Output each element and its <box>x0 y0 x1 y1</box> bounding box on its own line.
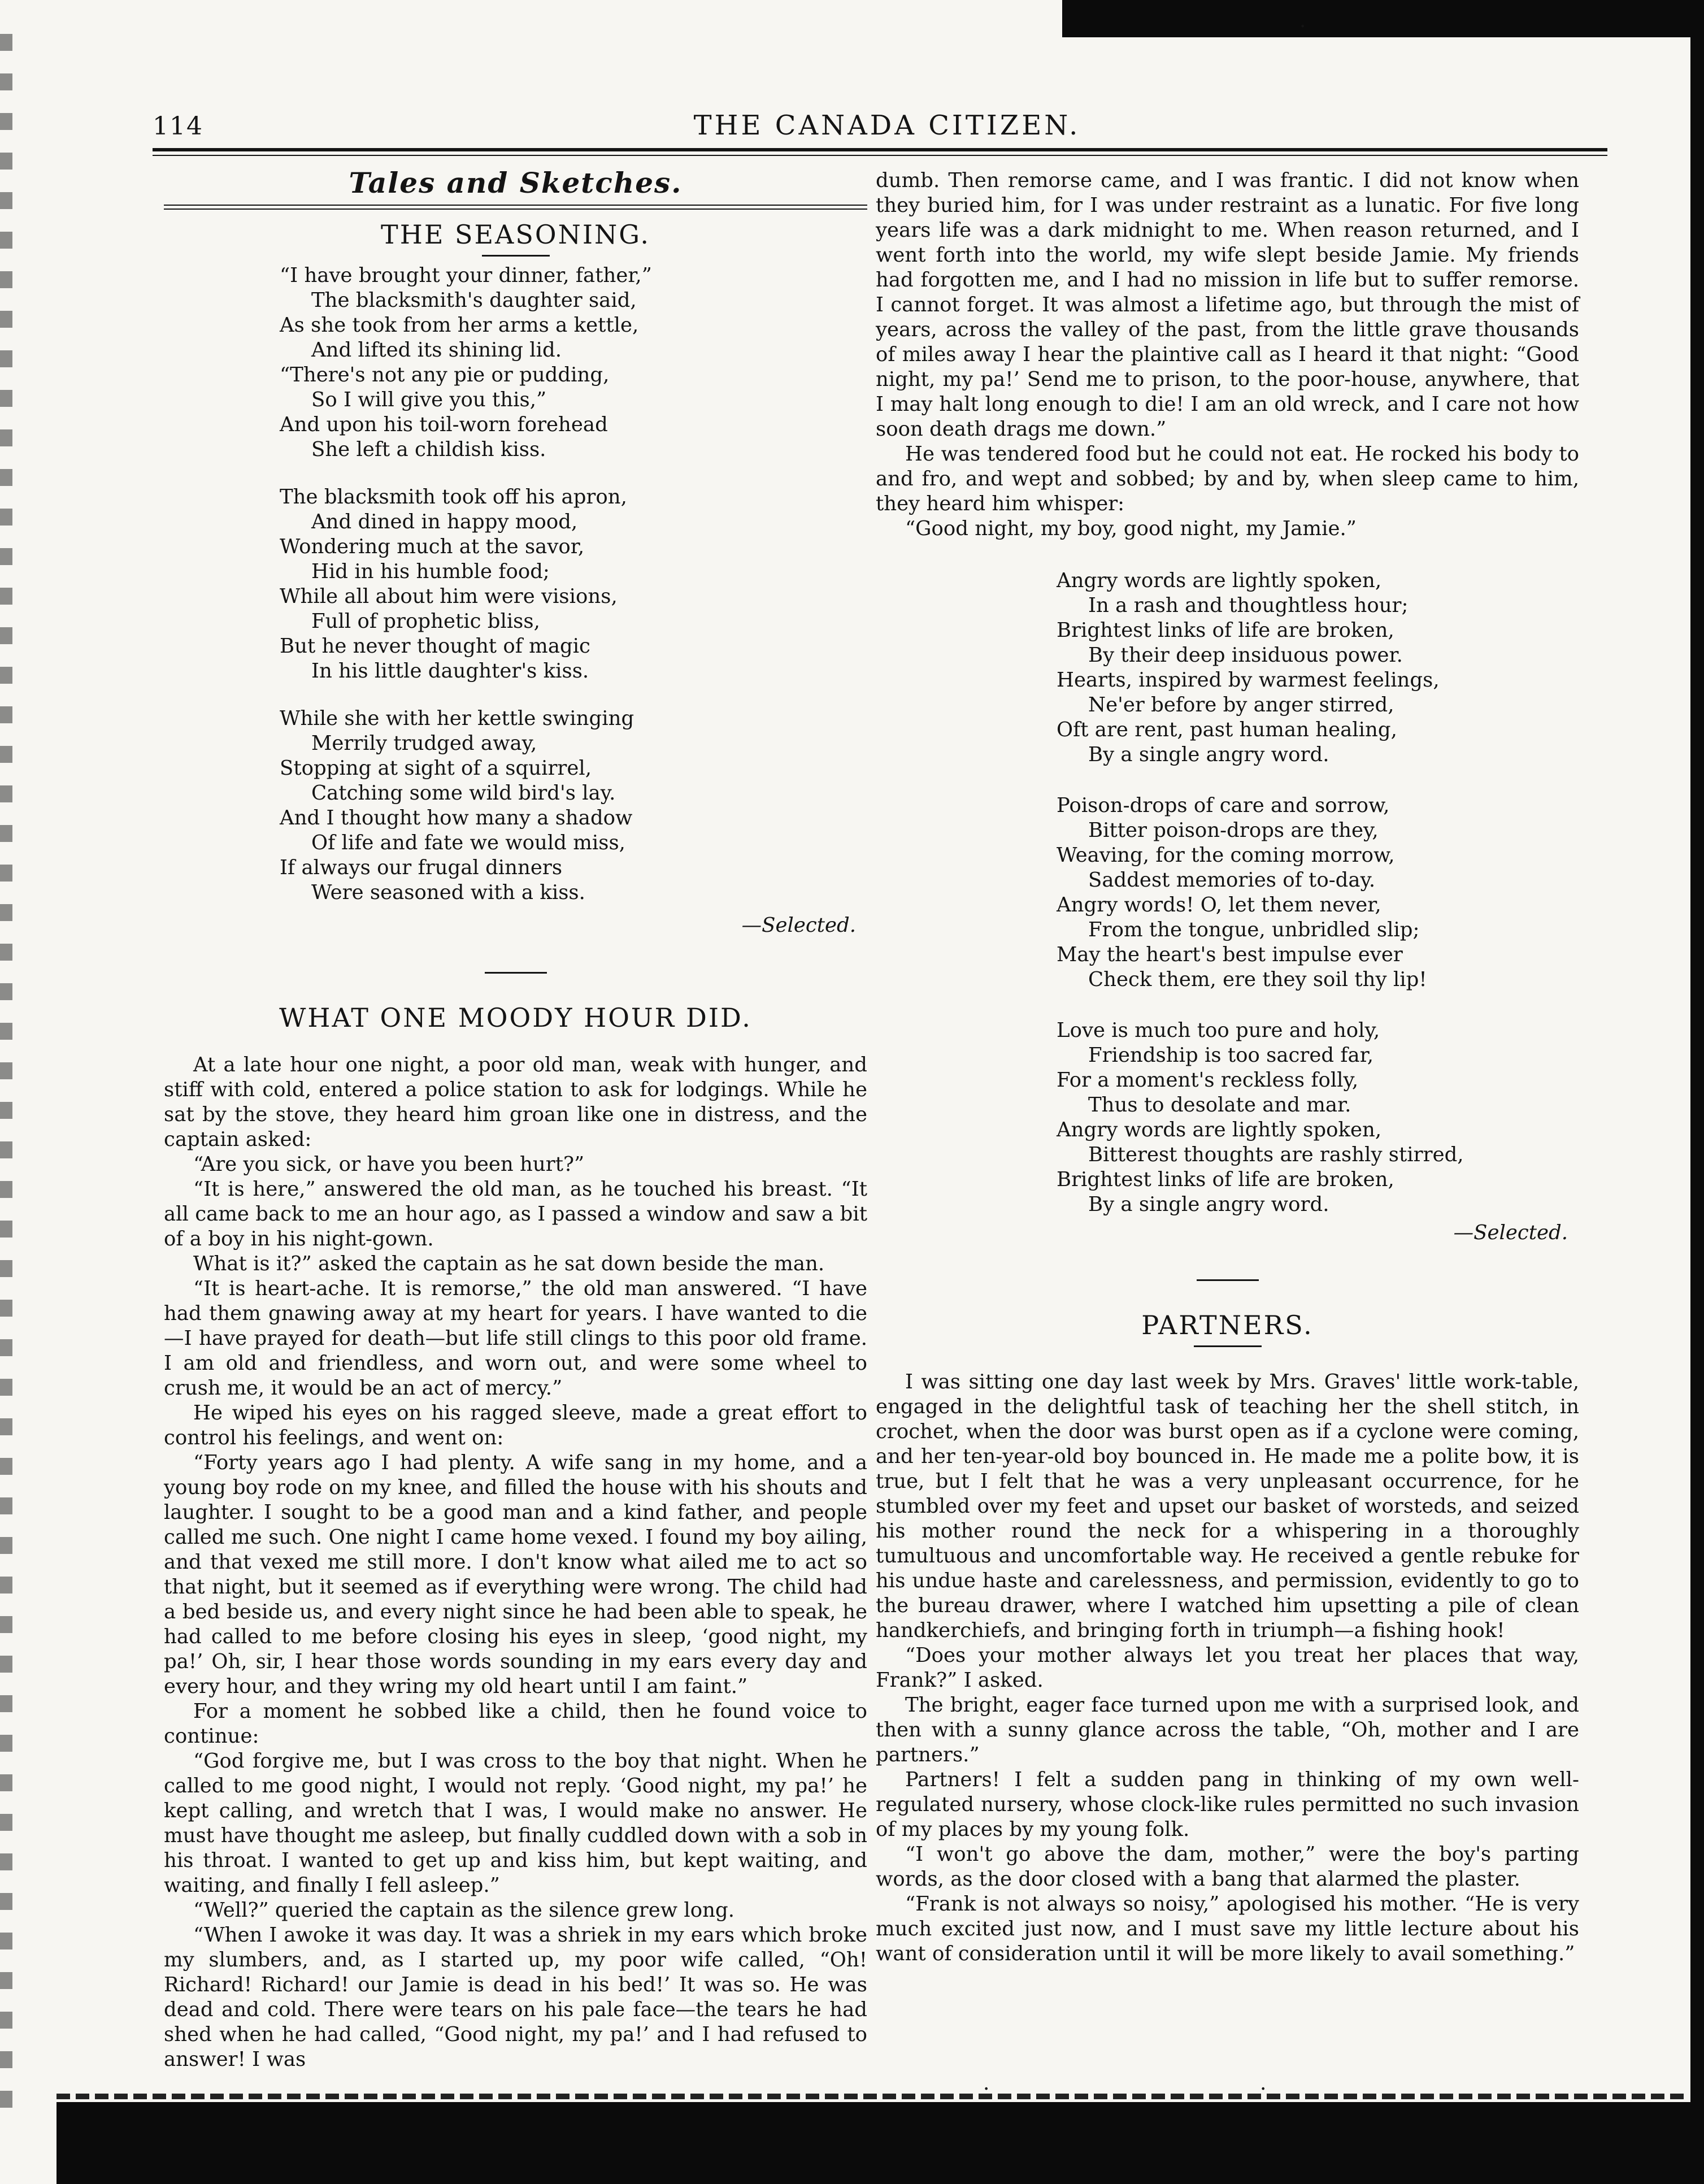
poem-line: In a rash and thoughtless hour; <box>1088 594 1409 617</box>
scan-edge-left <box>0 34 12 2125</box>
header-rule <box>153 148 1607 151</box>
poem-line: And lifted its shining lid. <box>311 338 562 362</box>
page-number: 114 <box>153 112 203 141</box>
partners-title: PARTNERS. <box>1141 1310 1314 1340</box>
poem-line: By a single angry word. <box>1088 1193 1329 1216</box>
scan-edge-right <box>1690 0 1704 2184</box>
poem-line: Were seasoned with a kiss. <box>311 881 585 904</box>
poem-line: While she with her kettle swinging <box>280 707 634 730</box>
poem-angry-words <box>876 568 1579 1217</box>
paragraph: For a moment he sobbed like a child, then he found voice to continue: <box>164 1700 867 1748</box>
poem-line: May the heart's best impulse ever <box>1057 943 1403 966</box>
poem-line: Ne'er before by anger stirred, <box>1088 693 1394 717</box>
paragraph: “Good night, my boy, good night, my Jamie.” <box>905 517 1357 540</box>
poem-line: Angry words are lightly spoken, <box>1057 569 1382 592</box>
scan-speck: · <box>1299 15 1306 38</box>
poem-line: “There's not any pie or pudding, <box>280 363 610 387</box>
scan-speck: · <box>1260 2078 1267 2101</box>
poem-credit: —Selected. <box>1453 1221 1568 1244</box>
story-body <box>164 1053 867 2072</box>
paragraph: “It is here,” answered the old man, as he touched his breast. “It all came back to me an hour ago, as I passed a window and saw a bit of a boy in his night-gown. <box>164 1178 867 1251</box>
poem-line: In his little daughter's kiss. <box>311 659 589 683</box>
poem-line: By their deep insiduous power. <box>1088 644 1403 667</box>
poem-line: Stopping at sight of a squirrel, <box>280 757 592 780</box>
paragraph: “Well?” queried the captain as the silence grew long. <box>193 1899 735 1922</box>
paragraph: What is it?” asked the captain as he sat down beside the man. <box>193 1252 825 1275</box>
paragraph: “Forty years ago I had plenty. A wife sang in my home, and a young boy rode on my knee, and filled the house with his shouts and laughter. I sought to be a good man and a kind father, and people called me such. One night I came home vexed. I found my boy ailing, and that vexed me still more. I don't know what ailed me to act so that night, but it seemed as if everything were wrong. The child had a bed beside us, and every night since he had been able to speak, he had called to me before closing his eyes in sleep, ‘good night, my pa!’ Oh, sir, I hear those words sounding in my ears every day and every hour, and they wring my old heart until I am faint.” <box>164 1451 867 1698</box>
poem-line: Weaving, for the coming morrow, <box>1057 844 1395 867</box>
story-title: WHAT ONE MOODY HOUR DID. <box>279 1002 752 1033</box>
stanza <box>1057 1018 1579 1217</box>
poem-line: As she took from her arms a kettle, <box>280 314 639 337</box>
paragraph: “When I awoke it was day. It was a shriek in my ears which broke my slumbers, and, as I started up, my poor wife called, “Oh! Richard! Richard! our Jamie is dead in his bed!’ It was so. He was dead and cold. There were tears on his pale face—the tears he had shed when he had called, “Good night, my pa!’ and I had refused to answer! I was <box>164 1924 867 2071</box>
stanza <box>1057 568 1579 767</box>
poem-line: Love is much too pure and holy, <box>1057 1019 1380 1042</box>
left-column <box>164 168 867 2072</box>
paragraph: At a late hour one night, a poor old man, weak with hunger, and stiff with cold, entered a police station to ask for lodgings. While he sat by the stove, they heard him groan like one in distress, and the captain asked: <box>164 1053 867 1151</box>
poem-line: So I will give you this,” <box>311 388 547 411</box>
paragraph: “Frank is not always so noisy,” apologised his mother. “He is very much excited just now, and I must save my little lecture about his want of consideration until it will be more likely to avail something.” <box>876 1892 1579 1965</box>
poem-line: The blacksmith took off his apron, <box>280 485 627 509</box>
paragraph: Partners! I felt a sudden pang in thinking of my own well-regulated nursery, whose clock-like rules permitted no such invasion of my places by my young folk. <box>876 1768 1579 1841</box>
paragraph: I was sitting one day last week by Mrs. Graves' little work-table, engaged in the delightful task of teaching her the shell stitch, in crochet, when the door was burst open as if a cyclone were coming, and her ten-year-old boy bounced in. He made me a polite bow, it is true, but I felt that he was a very unpleasant occurrence, for he stumbled over my feet and upset our basket of worsteds, and seized his mother round the neck for a whispering in a thoroughly tumultuous and uncomfortable way. He received a gentle rebuke for his undue haste and carelessness, and permission, evidently to go to the bureau drawer, where I watched him upsetting a pile of clean handkerchiefs, and bringing forth in triumph—a fishing hook! <box>876 1370 1579 1642</box>
poem-line: And I thought how many a shadow <box>280 806 633 830</box>
poem-line: Catching some wild bird's lay. <box>311 781 616 805</box>
article-divider <box>485 972 547 974</box>
paragraph: “I won't go above the dam, mother,” were the boy's parting words, as the door closed with a bang that alarmed the plaster. <box>876 1843 1579 1891</box>
partners-body <box>876 1370 1579 1966</box>
paragraph: “God forgive me, but I was cross to the boy that night. When he called to me good night, I would not reply. ‘Good night, my pa!’ he kept calling, and wretch that I was, I would make no answer. He must have thought me asleep, but finally cuddled down with a sob in his throat. I wanted to get up and kiss him, but kept waiting, and waiting, and finally I fell asleep.” <box>164 1749 867 1897</box>
poem-line: From the tongue, unbridled slip; <box>1088 918 1420 941</box>
header-rule-thin <box>153 155 1607 156</box>
paragraph: He wiped his eyes on his ragged sleeve, made a great effort to control his feelings, and went on: <box>164 1401 867 1449</box>
right-column <box>876 168 1579 1966</box>
section-heading: Tales and Sketches. <box>349 166 683 199</box>
scan-edge-bottom-stripe <box>56 2094 1684 2099</box>
story-continued <box>876 168 1579 541</box>
poem-line: Bitter poison-drops are they, <box>1088 819 1379 842</box>
poem-line: But he never thought of magic <box>280 635 590 658</box>
newspaper-title: THE CANADA CITIZEN. <box>693 110 1081 141</box>
poem-line: Brightest links of life are broken, <box>1057 1168 1394 1191</box>
stanza <box>1057 793 1579 992</box>
poem-line: For a moment's reckless folly, <box>1057 1069 1359 1092</box>
article-divider <box>1197 1279 1259 1281</box>
poem-line: Brightest links of life are broken, <box>1057 619 1394 642</box>
poem-line: Merrily trudged away, <box>311 732 537 755</box>
poem-seasoning <box>164 263 867 905</box>
paragraph: “It is heart-ache. It is remorse,” the old man answered. “I have had them gnawing away at my heart for years. I have wanted to die—I have prayed for death—but life still clings to this poor old frame. I am old and friendless, and worn out, and were some wheel to crush me, it would be an act of mercy.” <box>164 1277 867 1400</box>
poem-line: Saddest memories of to-day. <box>1088 869 1376 892</box>
page-header <box>153 107 1622 147</box>
poem-line: And upon his toil-worn forehead <box>280 413 608 436</box>
paragraph: dumb. Then remorse came, and I was frantic. I did not know when they buried him, for I was under restraint as a lunatic. For five long years life was a dark midnight to me. When reason returned, and I went forth into the world, my wife slept beside Jamie. My friends had forgotten me, and I had no mission in life but to suffer remorse. I cannot forget. It was almost a lifetime ago, but through the mist of years, across the valley of the past, from the little grave thousands of miles away I hear the plaintive call as I heard it that night: “Good night, my pa!’ Send me to prison, to the poor-house, anywhere, that I may halt long enough to die! I am an old wreck, and I care not how soon death drags me down.” <box>876 169 1579 441</box>
poem-line: She left a childish kiss. <box>311 438 546 461</box>
poem-line: “I have brought your dinner, father,” <box>280 264 652 287</box>
poem-line: Of life and fate we would miss, <box>311 831 625 854</box>
poem-line: Oft are rent, past human healing, <box>1057 718 1397 741</box>
poem-line: Check them, ere they soil thy lip! <box>1088 968 1427 991</box>
poem-line: Thus to desolate and mar. <box>1088 1093 1351 1117</box>
stanza <box>280 706 867 905</box>
paragraph: He was tendered food but he could not eat. He rocked his body to and fro, and wept and sobbed; by and by, when sleep came to him, they heard him whisper: <box>876 442 1579 515</box>
poem-line: While all about him were visions, <box>280 585 618 608</box>
paragraph: The bright, eager face turned upon me with a surprised look, and then with a sunny glance across the table, “Oh, mother and I are partners.” <box>876 1694 1579 1766</box>
poem-line: Angry words are lightly spoken, <box>1057 1118 1382 1141</box>
poem-line: Poison-drops of care and sorrow, <box>1057 794 1390 817</box>
scan-edge-bottom <box>56 2102 1704 2184</box>
stanza <box>280 485 867 684</box>
poem-line: Friendship is too sacred far, <box>1088 1044 1374 1067</box>
poem-line: And dined in happy mood, <box>311 510 578 533</box>
poem-title: THE SEASONING. <box>381 219 650 250</box>
section-divider <box>164 205 867 210</box>
title-divider <box>1194 1345 1262 1347</box>
scan-edge-top <box>1062 0 1704 37</box>
scan-speck: · <box>983 2078 990 2101</box>
poem-credit: —Selected. <box>741 914 856 937</box>
stanza <box>280 263 867 462</box>
poem-line: Full of prophetic bliss, <box>311 610 540 633</box>
poem-line: If always our frugal dinners <box>280 856 563 879</box>
poem-line: Hearts, inspired by warmest feelings, <box>1057 668 1440 692</box>
paragraph: “Are you sick, or have you been hurt?” <box>193 1153 585 1176</box>
poem-line: The blacksmith's daughter said, <box>311 289 637 312</box>
poem-line: By a single angry word. <box>1088 743 1329 766</box>
paragraph: “Does your mother always let you treat her places that way, Frank?” I asked. <box>876 1644 1579 1692</box>
title-divider <box>482 255 550 257</box>
poem-line: Hid in his humble food; <box>311 560 550 583</box>
poem-line: Angry words! O, let them never, <box>1057 893 1381 917</box>
poem-line: Wondering much at the savor, <box>280 535 585 558</box>
poem-line: Bitterest thoughts are rashly stirred, <box>1088 1143 1464 1166</box>
